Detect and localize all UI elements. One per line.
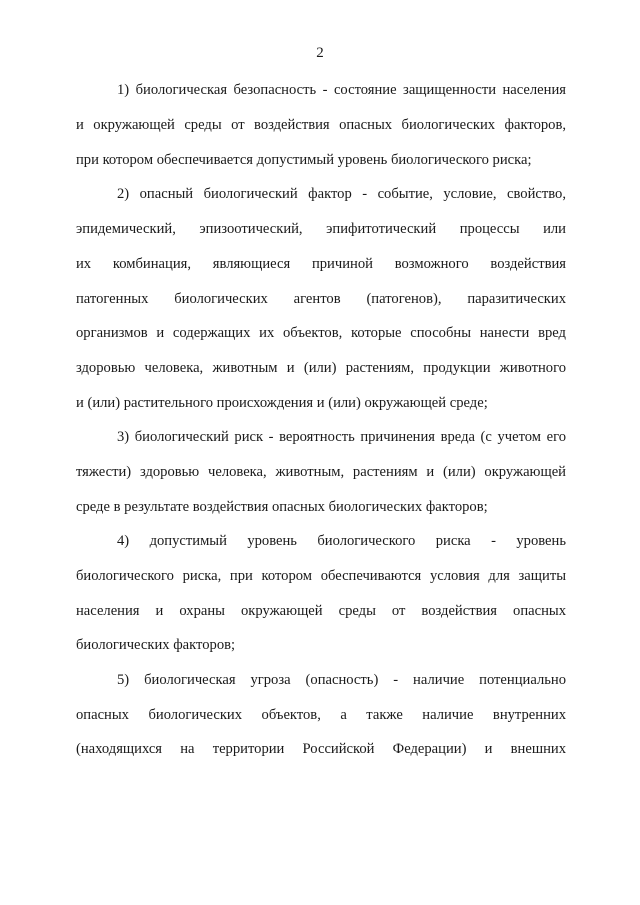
text-line: при котором обеспечивается допустимый уровень биологического риска;	[76, 152, 532, 168]
text-line: организмов и содержащих их объектов, которые способны нанести вред	[76, 325, 566, 341]
text-line: тяжести) здоровью человека, животным, растениям и (или) окружающей	[76, 464, 566, 480]
text-line: биологического риска, при котором обеспечиваются условия для защиты	[76, 568, 566, 584]
text-line: и (или) растительного происхождения и (или) окружающей среде;	[76, 395, 488, 411]
text-line: 5) биологическая угроза (опасность) - наличие потенциально	[117, 672, 566, 688]
text-line: эпидемический, эпизоотический, эпифитотический процессы или	[76, 221, 566, 237]
text-line: биологических факторов;	[76, 637, 236, 653]
text-line: 4) допустимый уровень биологического риска - уровень	[117, 533, 566, 549]
text-line: населения и охраны окружающей среды от воздействия опасных	[76, 603, 566, 619]
text-line: 2) опасный биологический фактор - событие, условие, свойство,	[117, 186, 566, 202]
text-line: среде в результате воздействия опасных биологических факторов;	[76, 499, 488, 515]
text-line: и окружающей среды от воздействия опасных биологических факторов,	[76, 117, 566, 133]
text-line: опасных биологических объектов, а также наличие внутренних	[76, 707, 566, 723]
text-line: 1) биологическая безопасность - состояние защищенности населения	[117, 82, 566, 98]
text-line: (находящихся на территории Российской Федерации) и внешних	[76, 741, 566, 757]
page-number: 2	[316, 45, 324, 61]
text-line: 3) биологический риск - вероятность причинения вреда (с учетом его	[117, 429, 566, 445]
text-line: патогенных биологических агентов (патогенов), паразитических	[76, 291, 566, 307]
text-line: здоровью человека, животным и (или) растениям, продукции животного	[76, 360, 566, 376]
text-line: их комбинация, являющиеся причиной возможного воздействия	[76, 256, 566, 272]
